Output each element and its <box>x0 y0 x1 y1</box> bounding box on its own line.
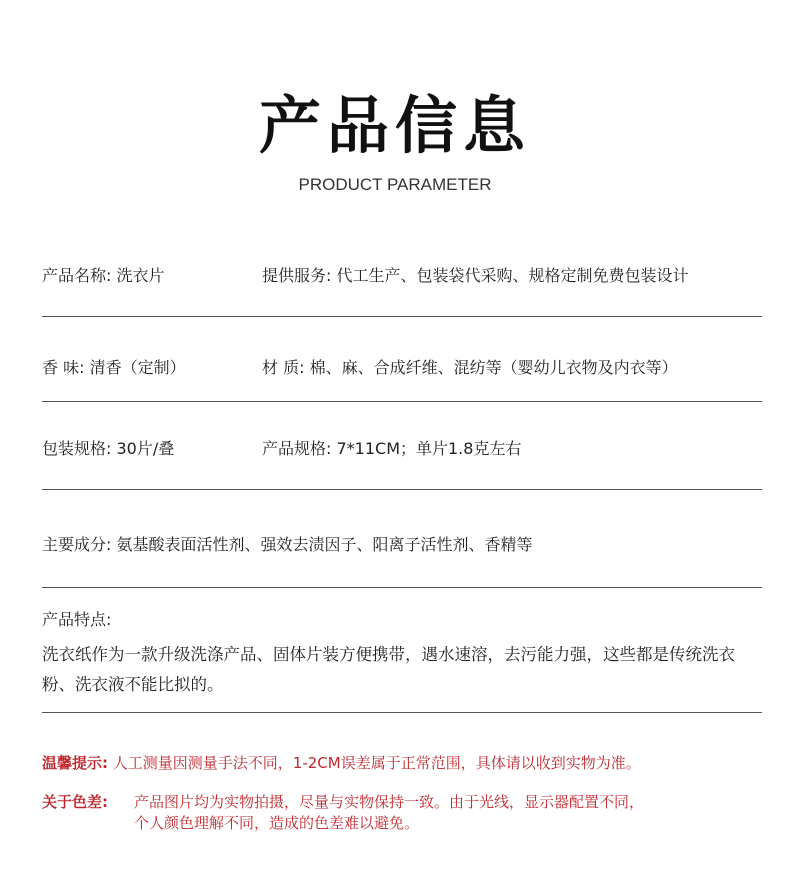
param-product-name: 产品名称: 洗衣片 <box>42 266 165 285</box>
divider <box>42 587 762 588</box>
divider <box>42 712 762 713</box>
notice-color <box>42 792 762 836</box>
notice-tip-label: 温馨提示: <box>42 754 108 772</box>
divider <box>42 316 762 317</box>
page-subtitle: PRODUCT PARAMETER <box>298 175 492 194</box>
param-service: 提供服务: 代工生产、包装袋代采购、规格定制免费包装设计 <box>262 266 689 285</box>
divider <box>42 401 762 402</box>
notice-tip-text: 人工测量因测量手法不同，1-2CM误差属于正常范围，具体请以收到实物为准。 <box>112 754 641 772</box>
param-ingredients: 主要成分: 氨基酸表面活性剂、强效去渍因子、阳离子活性剂、香精等 <box>42 535 533 554</box>
notice-color-text <box>134 792 754 834</box>
param-material: 材 质: 棉、麻、合成纤维、混纺等（婴幼儿衣物及内衣等） <box>262 358 678 377</box>
divider <box>42 489 762 490</box>
notice-color-line-2: 个人颜色理解不同，造成的色差难以避免。 <box>134 814 420 832</box>
param-package-spec: 包装规格: 30片/叠 <box>42 439 175 458</box>
notice-color-line-1: 产品图片均为实物拍摄，尽量与实物保持一致。由于光线，显示器配置不同， <box>134 793 645 811</box>
param-scent: 香 味: 清香（定制） <box>42 358 186 377</box>
param-product-spec: 产品规格: 7*11CM；单片1.8克左右 <box>262 439 522 458</box>
notice-color-label: 关于色差: <box>42 793 108 811</box>
page-title: 产品信息 <box>258 89 531 162</box>
features-label: 产品特点: <box>42 610 112 629</box>
notice-tip <box>42 753 762 774</box>
features-text: 洗衣纸作为一款升级洗涤产品、固体片装方便携带，遇水速溶，去污能力强，这些都是传统洗衣粉、洗衣液不能比拟的。 <box>42 645 735 694</box>
